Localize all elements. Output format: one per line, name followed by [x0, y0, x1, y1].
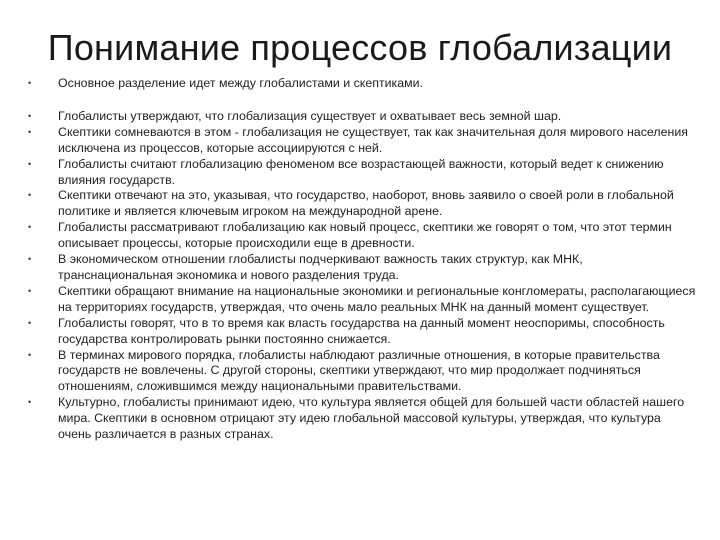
bullet-text: В терминах мирового порядка, глобалисты наблюдают различные отношения, в которые правительства государств не вовлечены. С другой стороны, скептики утверждают, что мир продолжает подчиняться отношениям, сложившимся между национальными правительствами. [58, 347, 660, 394]
bullet-icon: • [28, 397, 32, 408]
bullet-item [27, 76, 697, 92]
bullet-icon: • [28, 126, 32, 137]
bullet-text: Глобалисты говорят, что в то время как власть государства на данный момент неоспоримы, способность государства контролировать рынки постоянно снижается. [58, 315, 665, 346]
bullet-item [27, 188, 697, 220]
bullet-text: Скептики отвечают на это, указывая, что государство, наоборот, вновь заявило о своей роли в глобальной политике и является ключевым игроком на международной арене. [58, 188, 674, 219]
bullet-icon: • [28, 190, 32, 201]
bullet-text: Скептики сомневаются в этом - глобализация не существует, так как значительная доля мирового населения исключена из процессов, которые ассоциируются с ней. [58, 124, 688, 155]
bullet-icon: • [28, 285, 32, 296]
bullet-icon: • [28, 222, 32, 233]
bullet-item [27, 316, 697, 348]
bullet-icon: • [28, 349, 32, 360]
bullet-icon: • [28, 254, 32, 265]
bullet-text: Скептики обращают внимание на национальные экономики и региональные конгломераты, располагающиеся на территориях государств, утверждая, что очень мало реальных МНК на данный момент существует. [58, 283, 696, 314]
bullet-item [27, 252, 697, 284]
bullet-item [27, 157, 697, 189]
slide-title: Понимание процессов глобализации [47, 27, 673, 68]
bullet-icon: • [28, 158, 32, 169]
bullet-text: Основное разделение идет между глобалистами и скептиками. [58, 76, 424, 90]
bullet-item [27, 109, 697, 125]
bullet-icon: • [28, 317, 32, 328]
bullet-text: Глобалисты утверждают, что глобализация существует и охватывает весь земной шар. [58, 108, 562, 123]
bullet-item [27, 220, 697, 252]
bullet-icon: • [28, 110, 32, 121]
bullet-text: В экономическом отношении глобалисты подчеркивают важность таких структур, как МНК, транснациональная экономика и нового разделения труда. [58, 252, 583, 282]
bullet-text: Глобалисты считают глобализацию феноменом все возрастающей важности, который ведет к снижению влияния государств. [58, 156, 664, 187]
bullet-text: Культурно, глобалисты принимают идею, что культура является общей для большей части областей нашего мира. Скептики в основном отрицают эту идею глобальной массовой культуры, утверждая, что культура очень различается в разных странах. [58, 395, 685, 442]
bullet-icon: • [28, 78, 32, 88]
bullet-text: Глобалисты рассматривают глобализацию как новый процесс, скептики же говорят о том, что этот термин описывает процессы, которые происходили еще в древности. [58, 220, 672, 251]
bullet-item [27, 395, 697, 443]
bullet-item [27, 125, 697, 157]
bullet-list [27, 76, 697, 443]
bullet-item [27, 348, 697, 396]
bullet-item [27, 284, 697, 316]
